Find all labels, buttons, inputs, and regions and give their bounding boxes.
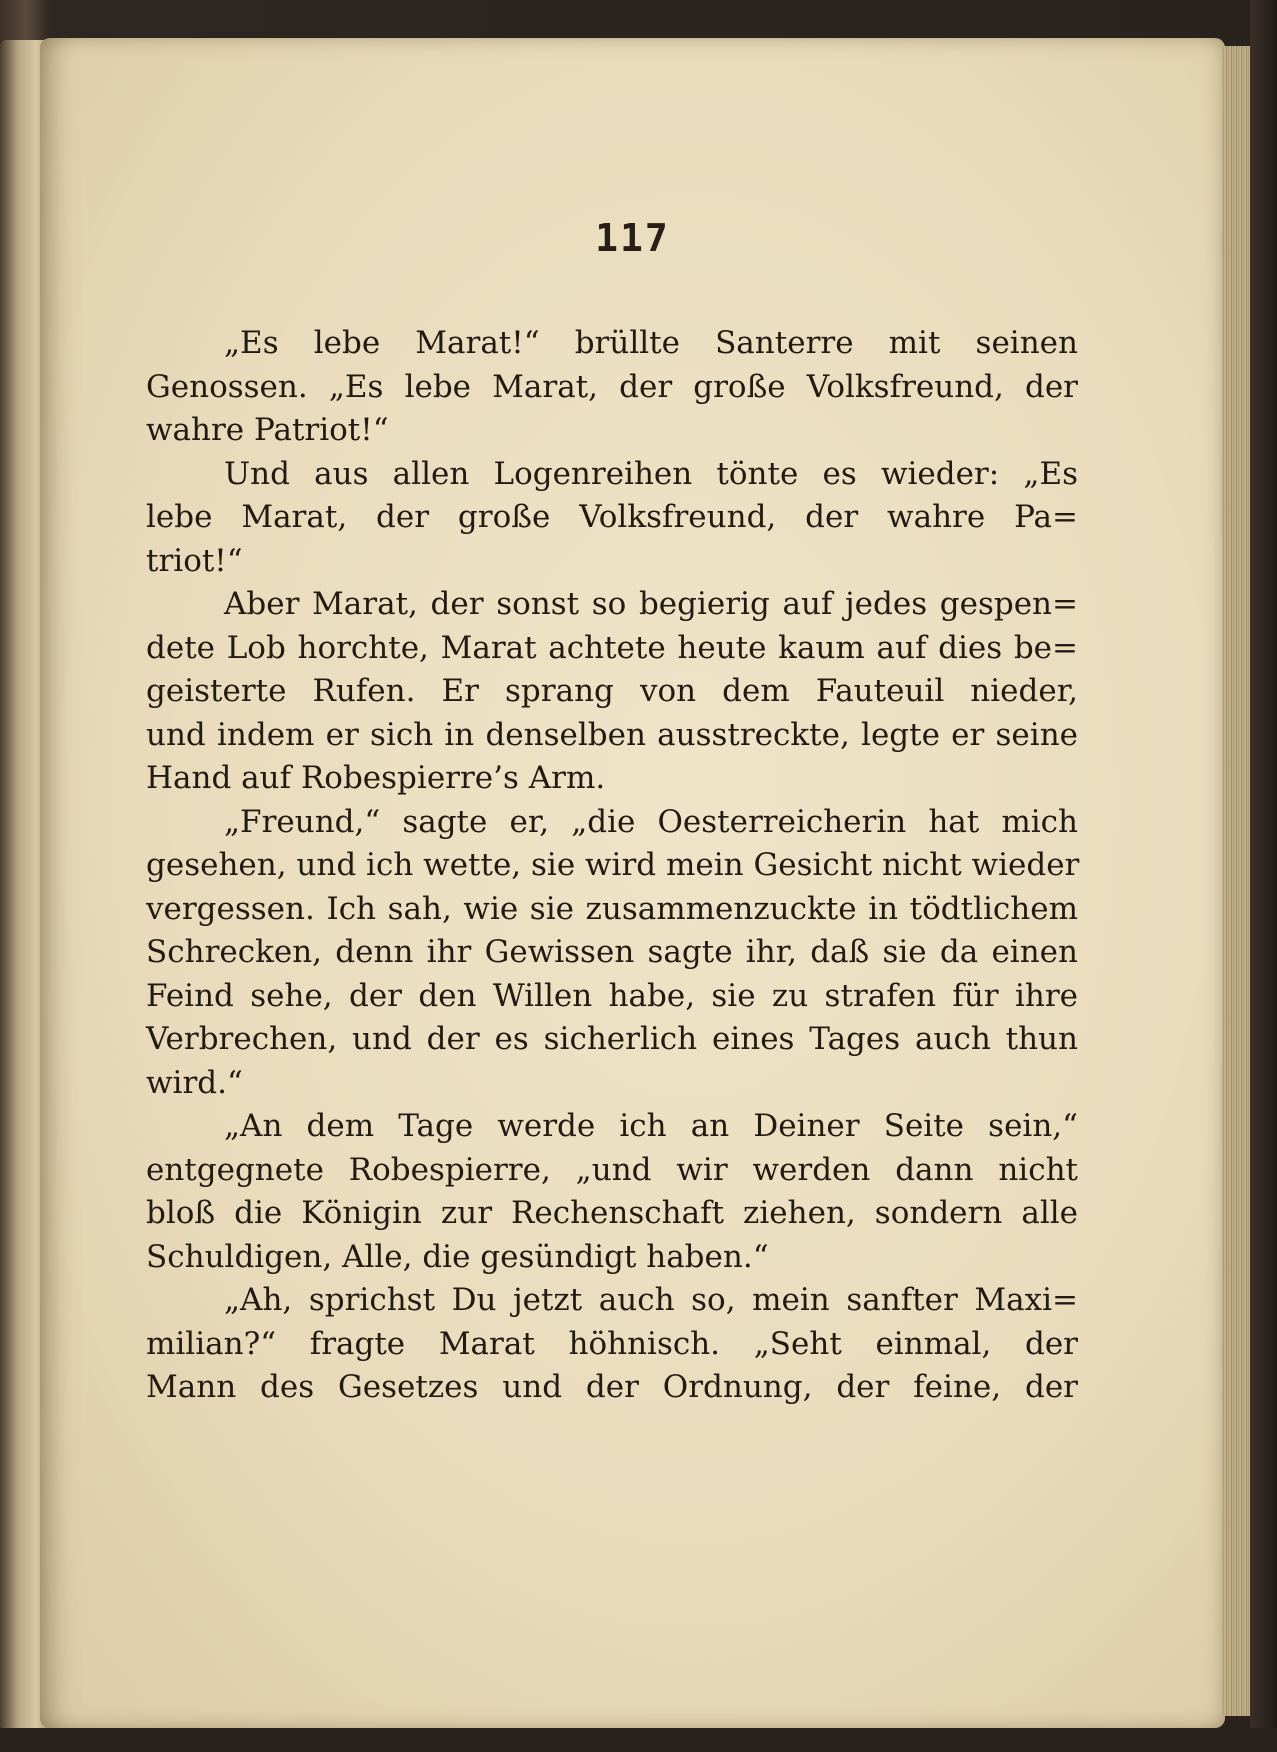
text-line: Mann des Gesetzes und der Ordnung, der feine, der [146, 1369, 1078, 1405]
text-line: „Ah, sprichst Du jetzt auch so, mein sanfter Maxi= [224, 1282, 1078, 1318]
text-line: wird.“ [146, 1064, 243, 1101]
text-line: „Es lebe Marat!“ brüllte Santerre mit seinen [224, 325, 1078, 361]
text-line: und indem er sich in denselben ausstreckte, legte er seine [146, 716, 1078, 753]
text-line: Genossen. „Es lebe Marat, der große Volksfreund, der [146, 368, 1078, 405]
text-line: „Freund,“ sagte er, „die Oesterreicherin hat mich [224, 803, 1078, 840]
text-line: Hand auf Robespierre’s Arm. [146, 760, 606, 796]
text-line: Aber Marat, der sonst so begierig auf jedes gespen= [224, 586, 1078, 622]
text-line: Und aus allen Logenreihen tönte es wieder: „Es [224, 455, 1078, 492]
text-line: wahre Patriot!“ [146, 412, 389, 448]
text-line: Feind sehe, der den Willen habe, sie zu strafen für ihre [146, 977, 1078, 1014]
text-line: milian?“ fragte Marat höhnisch. „Seht einmal, der [146, 1325, 1078, 1362]
text-line: triot!“ [146, 542, 243, 579]
page-number: 117 [595, 216, 670, 260]
body-text [146, 322, 1078, 1410]
text-line: dete Lob horchte, Marat achtete heute kaum auf dies be= [146, 629, 1078, 666]
text-line: geisterte Rufen. Er sprang von dem Fauteuil nieder, [146, 673, 1078, 709]
text-line: Schrecken, denn ihr Gewissen sagte ihr, daß sie da einen [146, 934, 1078, 970]
text-line: Verbrechen, und der es sicherlich eines Tages auch thun [146, 1021, 1078, 1057]
text-line: bloß die Königin zur Rechenschaft ziehen, sondern alle [146, 1195, 1078, 1231]
book-page [40, 38, 1225, 1728]
text-line: gesehen, und ich wette, sie wird mein Gesicht nicht wieder [146, 847, 1080, 883]
text-line: vergessen. Ich sah, wie sie zusammenzuckte in tödtlichem [146, 890, 1078, 927]
text-line: lebe Marat, der große Volksfreund, der wahre Pa= [146, 499, 1078, 535]
text-line: entgegnete Robespierre, „und wir werden dann nicht [146, 1151, 1078, 1188]
text-line: „An dem Tage werde ich an Deiner Seite sein,“ [224, 1108, 1078, 1144]
background-bottom [0, 1728, 1277, 1752]
text-line: Schuldigen, Alle, die gesündigt haben.“ [146, 1238, 769, 1275]
book-cover-edge [1250, 0, 1277, 1752]
